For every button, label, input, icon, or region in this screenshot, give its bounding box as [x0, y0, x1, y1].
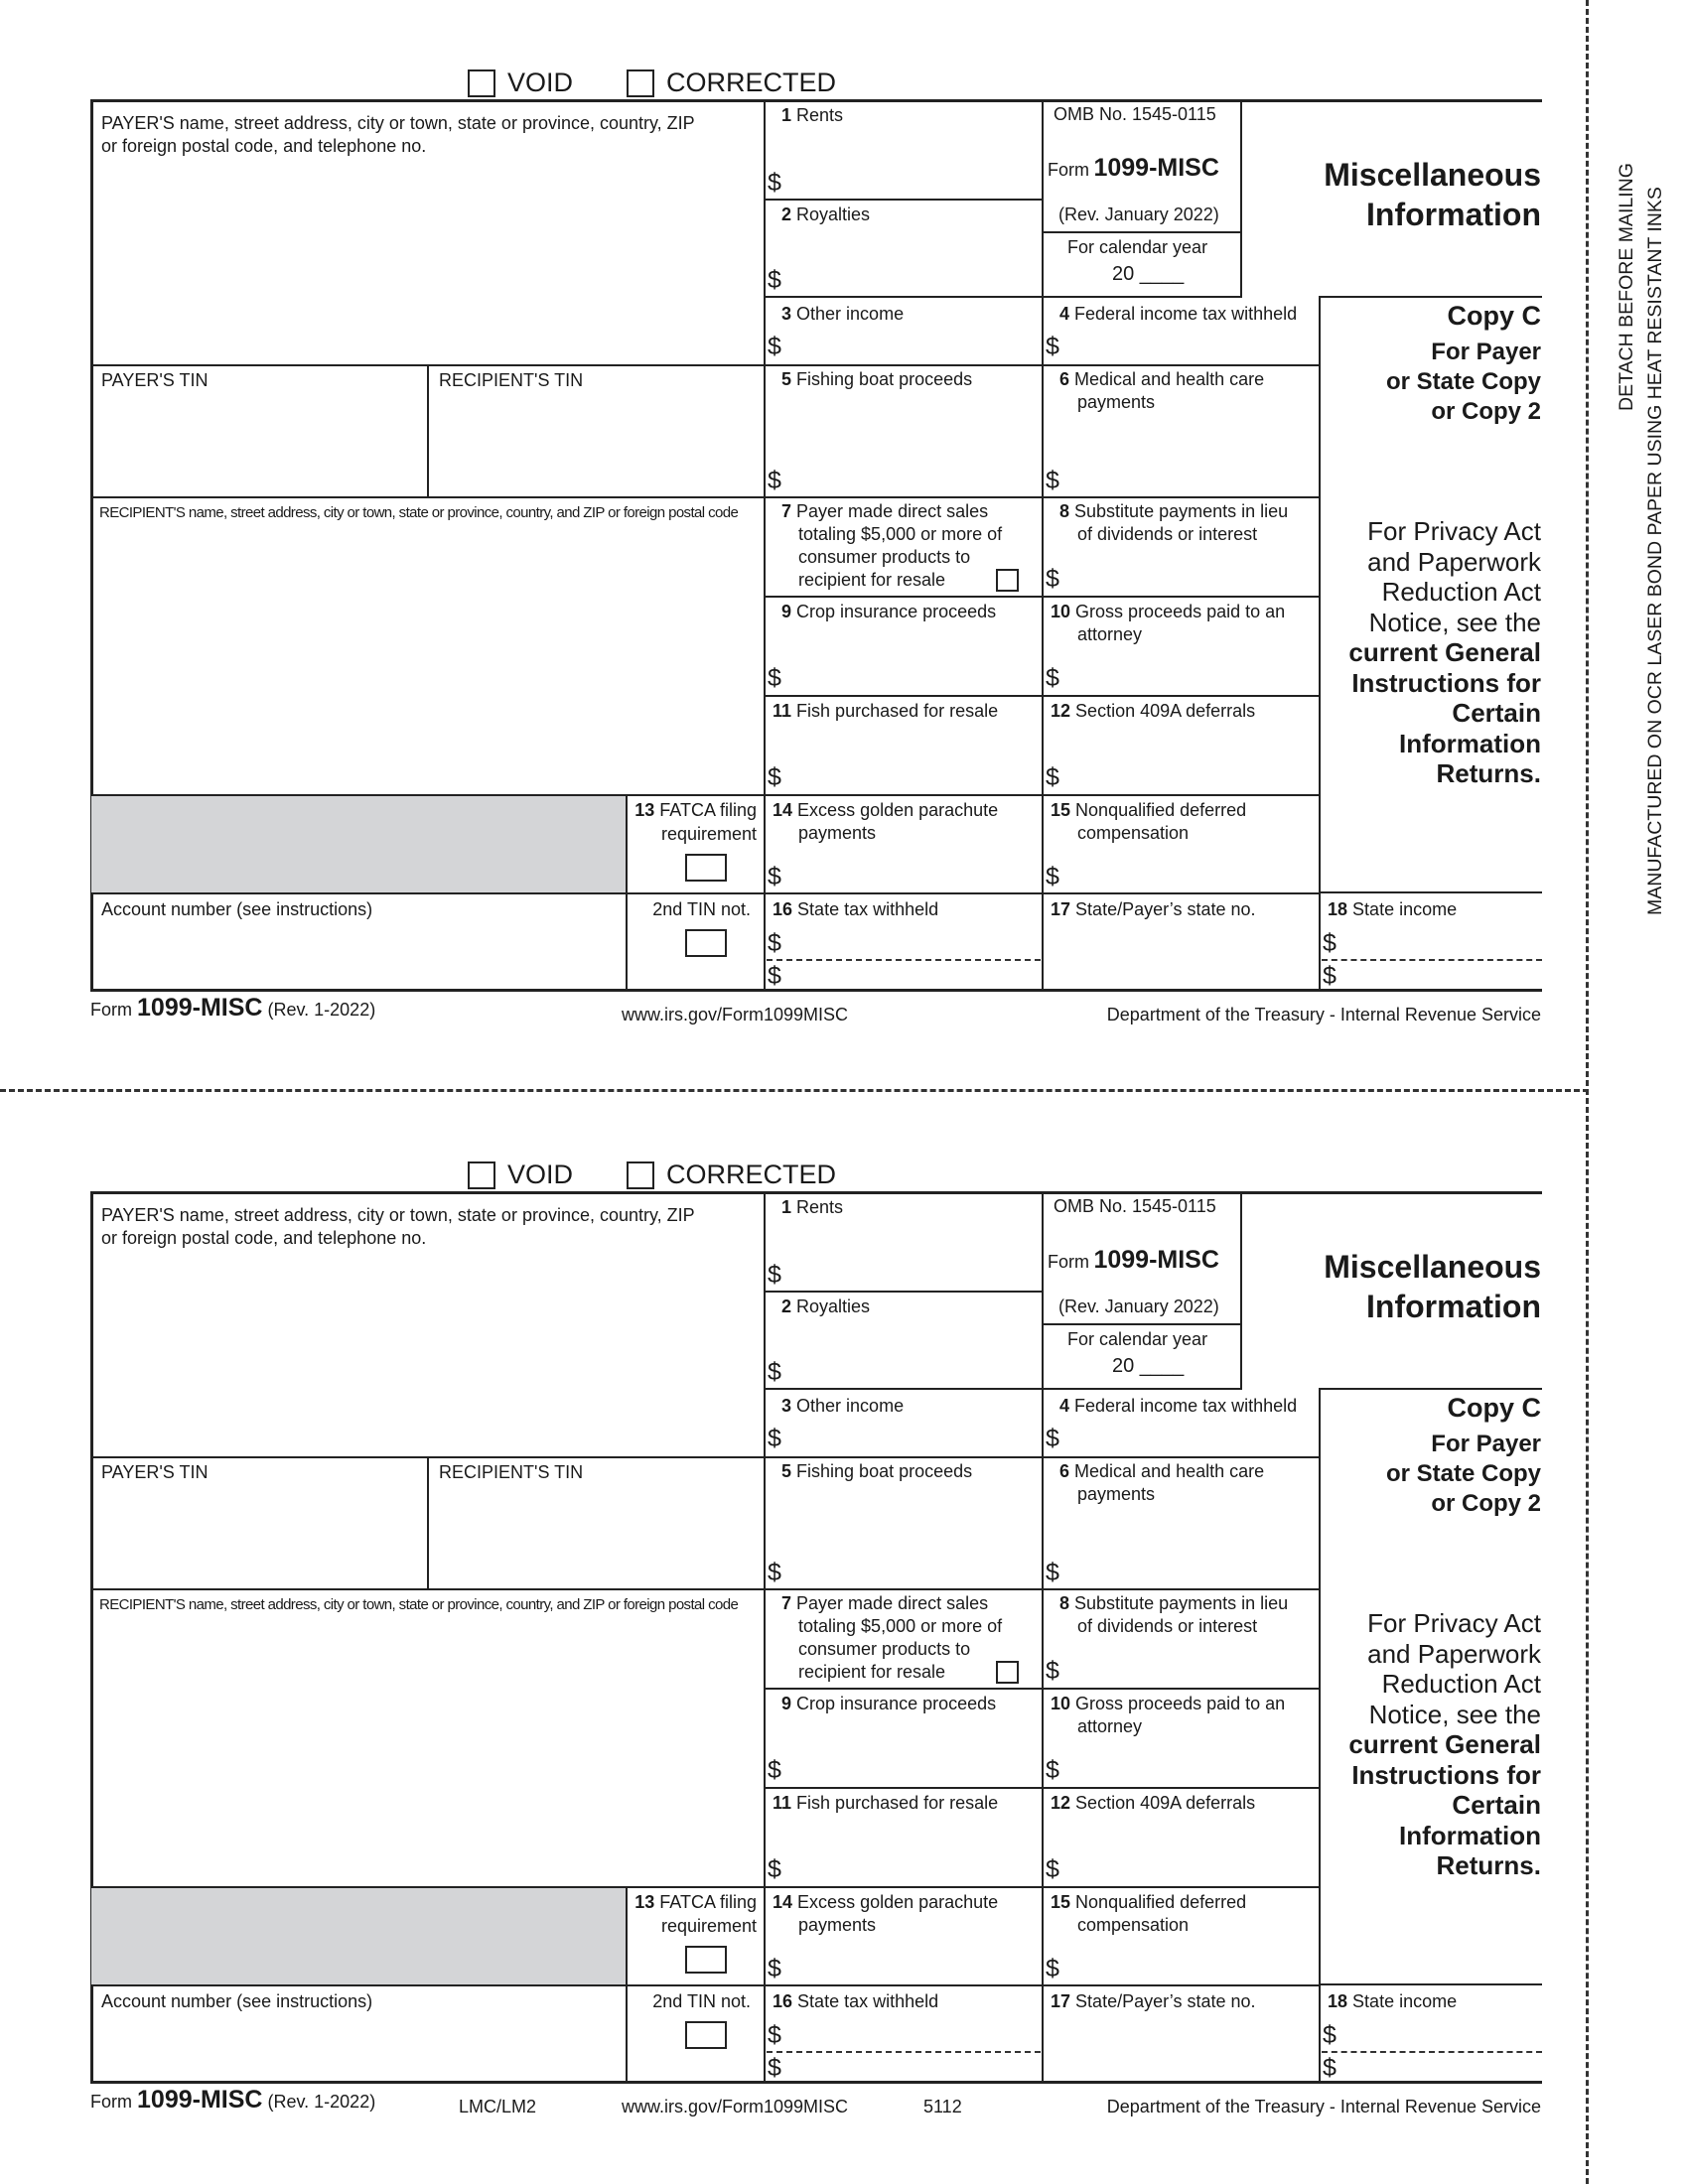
box13-label-2: requirement	[660, 824, 757, 844]
box4-label: 4 Federal income tax withheld	[1059, 1396, 1298, 1416]
box10-field[interactable]	[1062, 650, 1316, 693]
box5-label: 5 Fishing boat proceeds	[781, 369, 973, 389]
box11-field[interactable]	[784, 1837, 1038, 1884]
recipient-tin-label: RECIPIENT'S TIN	[439, 1462, 584, 1482]
box2-label: 2 Royalties	[781, 1297, 871, 1316]
box10-label: 10 Gross proceeds paid to an	[1051, 602, 1286, 621]
box7-label-3: consumer products to	[798, 547, 971, 567]
box7-checkbox[interactable]	[996, 1661, 1019, 1684]
box18-field-1[interactable]	[1339, 925, 1538, 957]
payer-tin-field[interactable]	[92, 1487, 425, 1586]
box11-field[interactable]	[784, 745, 1038, 792]
box7-label-2: totaling $5,000 or more of	[798, 1616, 1003, 1636]
corrected-label: CORRECTED	[666, 68, 837, 97]
fatca-checkbox[interactable]	[685, 854, 727, 882]
box6-label: 6 Medical and health care	[1059, 1461, 1265, 1481]
payer-tin-label: PAYER'S TIN	[101, 1462, 209, 1482]
box15-dollar: $	[1046, 863, 1059, 890]
box4-field[interactable]	[1062, 328, 1316, 362]
recipient-tin-label: RECIPIENT'S TIN	[439, 370, 584, 390]
box7-label: 7 Payer made direct sales	[781, 1593, 989, 1613]
box9-label: 9 Crop insurance proceeds	[781, 1694, 997, 1713]
box4-label: 4 Federal income tax withheld	[1059, 304, 1298, 324]
manufacturing-notice: MANUFACTURED ON OCR LASER BOND PAPER USING HEAT RESISTANT INKS	[1644, 187, 1666, 915]
box4-field[interactable]	[1062, 1420, 1316, 1454]
box11-label: 11 Fish purchased for resale	[773, 1793, 999, 1813]
box12-label: 12 Section 409A deferrals	[1051, 1793, 1256, 1813]
box10-label-2: attorney	[1077, 624, 1143, 644]
second-tin-label: 2nd TIN not.	[652, 1991, 751, 2011]
box6-label-2: payments	[1077, 1484, 1156, 1504]
box6-dollar: $	[1046, 467, 1059, 494]
box1-field[interactable]	[784, 1251, 1038, 1289]
omb-number: OMB No. 1545-0115	[1054, 1196, 1216, 1216]
horizontal-perforation	[0, 1089, 1589, 1092]
box15-dollar: $	[1046, 1955, 1059, 1982]
box3-field[interactable]	[784, 328, 1038, 362]
box2-dollar: $	[768, 1358, 781, 1386]
box7-label-3: consumer products to	[798, 1639, 971, 1659]
payer-name-label-2: or foreign postal code, and telephone no.	[101, 136, 427, 156]
box14-field[interactable]	[784, 1941, 1038, 1983]
form-title: Miscellaneous Information	[1324, 1249, 1541, 1324]
box17-field-2[interactable]	[1046, 2053, 1316, 2081]
calendar-year-value[interactable]: 20 ____	[1112, 263, 1185, 285]
rev-date: (Rev. January 2022)	[1058, 205, 1219, 224]
box14-label-2: payments	[798, 1915, 877, 1935]
fatca-checkbox[interactable]	[685, 1946, 727, 1974]
footer-url: www.irs.gov/Form1099MISC	[622, 2097, 849, 2116]
box4-dollar: $	[1046, 1425, 1059, 1452]
payer-name-field[interactable]	[92, 159, 762, 362]
box18-dollar-1: $	[1323, 2021, 1336, 2049]
box5-label: 5 Fishing boat proceeds	[781, 1461, 973, 1481]
footer-number: 5112	[923, 2097, 962, 2116]
box15-label-2: compensation	[1077, 823, 1190, 843]
account-number-field[interactable]	[92, 2015, 624, 2081]
copy-designation: Copy C For Payer or State Copy or Copy 2	[1385, 301, 1541, 425]
box7-checkbox[interactable]	[996, 569, 1019, 592]
box18-dollar-2: $	[1323, 2054, 1336, 2082]
privacy-act-notice: For Privacy Act and Paperwork Reduction Act Notice, see the current General Instructions for Certain Information Returns.	[1348, 516, 1541, 788]
vertical-perforation	[1586, 0, 1589, 2184]
payer-name-label: PAYER'S name, street address, city or town, state or province, country, ZIP	[101, 113, 695, 133]
box5-dollar: $	[768, 467, 781, 494]
box8-label: 8 Substitute payments in lieu	[1059, 1593, 1289, 1613]
box6-field[interactable]	[1062, 1529, 1316, 1586]
box17-label: 17 State/Payer’s state no.	[1051, 1991, 1256, 2011]
box10-dollar: $	[1046, 664, 1059, 692]
box2-field[interactable]	[784, 253, 1038, 293]
account-number-label: Account number (see instructions)	[101, 899, 373, 919]
corrected-checkbox[interactable]	[627, 69, 654, 97]
box13-label-2: requirement	[660, 1916, 757, 1936]
box14-dollar: $	[768, 1955, 781, 1982]
box16-label: 16 State tax withheld	[773, 899, 939, 919]
box1-dollar: $	[768, 1261, 781, 1289]
box18-label: 18 State income	[1328, 899, 1458, 919]
copy-designation: Copy C For Payer or State Copy or Copy 2	[1385, 1393, 1541, 1517]
payer-name-label: PAYER'S name, street address, city or town, state or province, country, ZIP	[101, 1205, 695, 1225]
box16-field-2[interactable]	[784, 2053, 1038, 2081]
box8-dollar: $	[1046, 1657, 1059, 1685]
box15-field[interactable]	[1062, 1941, 1316, 1983]
recipient-name-field[interactable]	[92, 1618, 762, 1884]
box8-label-2: of dividends or interest	[1077, 1616, 1258, 1636]
payer-name-field[interactable]	[92, 1251, 762, 1454]
corrected-label: CORRECTED	[666, 1160, 837, 1189]
box12-field[interactable]	[1062, 745, 1316, 792]
rev-date: (Rev. January 2022)	[1058, 1297, 1219, 1316]
box14-field[interactable]	[784, 849, 1038, 891]
box18-dollar-2: $	[1323, 962, 1336, 990]
box8-field[interactable]	[1062, 551, 1316, 594]
box18-field-1[interactable]	[1339, 2017, 1538, 2049]
form-1099-misc-copy-bottom	[0, 1092, 1688, 2184]
box12-dollar: $	[1046, 1855, 1059, 1883]
footer-form-name: Form 1099-MISC (Rev. 1-2022)	[90, 2086, 376, 2114]
box16-field-2[interactable]	[784, 961, 1038, 989]
box13-label: 13 FATCA filing	[634, 1892, 757, 1912]
box1-field[interactable]	[784, 159, 1038, 197]
recipient-tin-field[interactable]	[431, 1487, 762, 1586]
calendar-year-label: For calendar year	[1067, 237, 1208, 257]
corrected-checkbox[interactable]	[627, 1161, 654, 1189]
box1-label: 1 Rents	[781, 105, 844, 125]
box9-field[interactable]	[784, 645, 1038, 693]
shaded-area	[91, 1888, 626, 1984]
form-name-block: Form 1099-MISC	[1048, 154, 1219, 182]
box8-dollar: $	[1046, 565, 1059, 593]
box9-dollar: $	[768, 1756, 781, 1784]
box5-field[interactable]	[784, 437, 1038, 494]
calendar-year-value[interactable]: 20 ____	[1112, 1355, 1185, 1377]
box7-label-2: totaling $5,000 or more of	[798, 524, 1003, 544]
recipient-name-label: RECIPIENT'S name, street address, city or town, state or province, country, and ZIP or foreign postal code	[99, 1596, 739, 1613]
box6-label-2: payments	[1077, 392, 1156, 412]
box9-dollar: $	[768, 664, 781, 692]
box8-label: 8 Substitute payments in lieu	[1059, 501, 1289, 521]
box14-label-2: payments	[798, 823, 877, 843]
footer-url: www.irs.gov/Form1099MISC	[622, 1005, 849, 1024]
payer-name-label-2: or foreign postal code, and telephone no.	[101, 1228, 427, 1248]
box14-label: 14 Excess golden parachute	[773, 800, 999, 820]
account-number-label: Account number (see instructions)	[101, 1991, 373, 2011]
box10-label-2: attorney	[1077, 1716, 1143, 1736]
box15-label-2: compensation	[1077, 1915, 1190, 1935]
box5-field[interactable]	[784, 1529, 1038, 1586]
box15-label: 15 Nonqualified deferred	[1051, 1892, 1247, 1912]
box16-field-1[interactable]	[784, 2017, 1038, 2049]
box6-field[interactable]	[1062, 437, 1316, 494]
box16-field-1[interactable]	[784, 925, 1038, 957]
box18-field-2[interactable]	[1339, 2053, 1538, 2081]
footer-dept: Department of the Treasury - Internal Revenue Service	[1106, 2097, 1541, 2116]
box11-dollar: $	[768, 763, 781, 791]
void-label: VOID	[507, 1160, 574, 1189]
footer-code: LMC/LM2	[459, 2097, 537, 2116]
box8-field[interactable]	[1062, 1643, 1316, 1686]
box10-dollar: $	[1046, 1756, 1059, 1784]
box17-field-1[interactable]	[1046, 2017, 1316, 2049]
box7-label-4: recipient for resale	[798, 1662, 946, 1682]
box18-label: 18 State income	[1328, 1991, 1458, 2011]
second-tin-checkbox[interactable]	[685, 929, 727, 957]
box17-label: 17 State/Payer’s state no.	[1051, 899, 1256, 919]
void-checkbox[interactable]	[468, 69, 495, 97]
box10-field[interactable]	[1062, 1742, 1316, 1785]
box16-dollar-1: $	[768, 2021, 781, 2049]
box15-label: 15 Nonqualified deferred	[1051, 800, 1247, 820]
account-number-field[interactable]	[92, 923, 624, 989]
box1-label: 1 Rents	[781, 1197, 844, 1217]
footer-form-name: Form 1099-MISC (Rev. 1-2022)	[90, 994, 376, 1022]
box15-field[interactable]	[1062, 849, 1316, 891]
box16-label: 16 State tax withheld	[773, 1991, 939, 2011]
second-tin-checkbox[interactable]	[685, 2021, 727, 2049]
box4-dollar: $	[1046, 333, 1059, 360]
box17-field-2[interactable]	[1046, 961, 1316, 989]
box12-label: 12 Section 409A deferrals	[1051, 701, 1256, 721]
box3-dollar: $	[768, 1425, 781, 1452]
box11-dollar: $	[768, 1855, 781, 1883]
box2-label: 2 Royalties	[781, 205, 871, 224]
box6-dollar: $	[1046, 1559, 1059, 1586]
omb-number: OMB No. 1545-0115	[1054, 104, 1216, 124]
shaded-area	[91, 796, 626, 892]
box7-label-4: recipient for resale	[798, 570, 946, 590]
form-title: Miscellaneous Information	[1324, 157, 1541, 232]
box10-label: 10 Gross proceeds paid to an	[1051, 1694, 1286, 1713]
box11-label: 11 Fish purchased for resale	[773, 701, 999, 721]
box13-label: 13 FATCA filing	[634, 800, 757, 820]
recipient-tin-field[interactable]	[431, 395, 762, 494]
payer-tin-label: PAYER'S TIN	[101, 370, 209, 390]
box2-dollar: $	[768, 266, 781, 294]
box14-label: 14 Excess golden parachute	[773, 1892, 999, 1912]
box18-dollar-1: $	[1323, 929, 1336, 957]
calendar-year-label: For calendar year	[1067, 1329, 1208, 1349]
void-label: VOID	[507, 68, 574, 97]
box6-label: 6 Medical and health care	[1059, 369, 1265, 389]
box16-dollar-1: $	[768, 929, 781, 957]
recipient-name-label: RECIPIENT'S name, street address, city or town, state or province, country, and ZIP or foreign postal code	[99, 504, 739, 521]
box18-field-2[interactable]	[1339, 961, 1538, 989]
privacy-act-notice: For Privacy Act and Paperwork Reduction Act Notice, see the current General Instructions for Certain Information Returns.	[1348, 1608, 1541, 1880]
box3-label: 3 Other income	[781, 304, 905, 324]
box9-field[interactable]	[784, 1737, 1038, 1785]
box3-label: 3 Other income	[781, 1396, 905, 1416]
box3-dollar: $	[768, 333, 781, 360]
box16-dollar-2: $	[768, 962, 781, 990]
box8-label-2: of dividends or interest	[1077, 524, 1258, 544]
box1-dollar: $	[768, 169, 781, 197]
detach-notice: DETACH BEFORE MAILING	[1616, 163, 1637, 411]
box7-label: 7 Payer made direct sales	[781, 501, 989, 521]
footer-dept: Department of the Treasury - Internal Revenue Service	[1106, 1005, 1541, 1024]
form-name-block: Form 1099-MISC	[1048, 1246, 1219, 1274]
second-tin-label: 2nd TIN not.	[652, 899, 751, 919]
box3-field[interactable]	[784, 1420, 1038, 1454]
void-checkbox[interactable]	[468, 1161, 495, 1189]
box2-field[interactable]	[784, 1345, 1038, 1385]
box9-label: 9 Crop insurance proceeds	[781, 602, 997, 621]
recipient-name-field[interactable]	[92, 526, 762, 792]
box14-dollar: $	[768, 863, 781, 890]
box17-field-1[interactable]	[1046, 925, 1316, 957]
box5-dollar: $	[768, 1559, 781, 1586]
box16-dollar-2: $	[768, 2054, 781, 2082]
payer-tin-field[interactable]	[92, 395, 425, 494]
box12-field[interactable]	[1062, 1837, 1316, 1884]
box12-dollar: $	[1046, 763, 1059, 791]
